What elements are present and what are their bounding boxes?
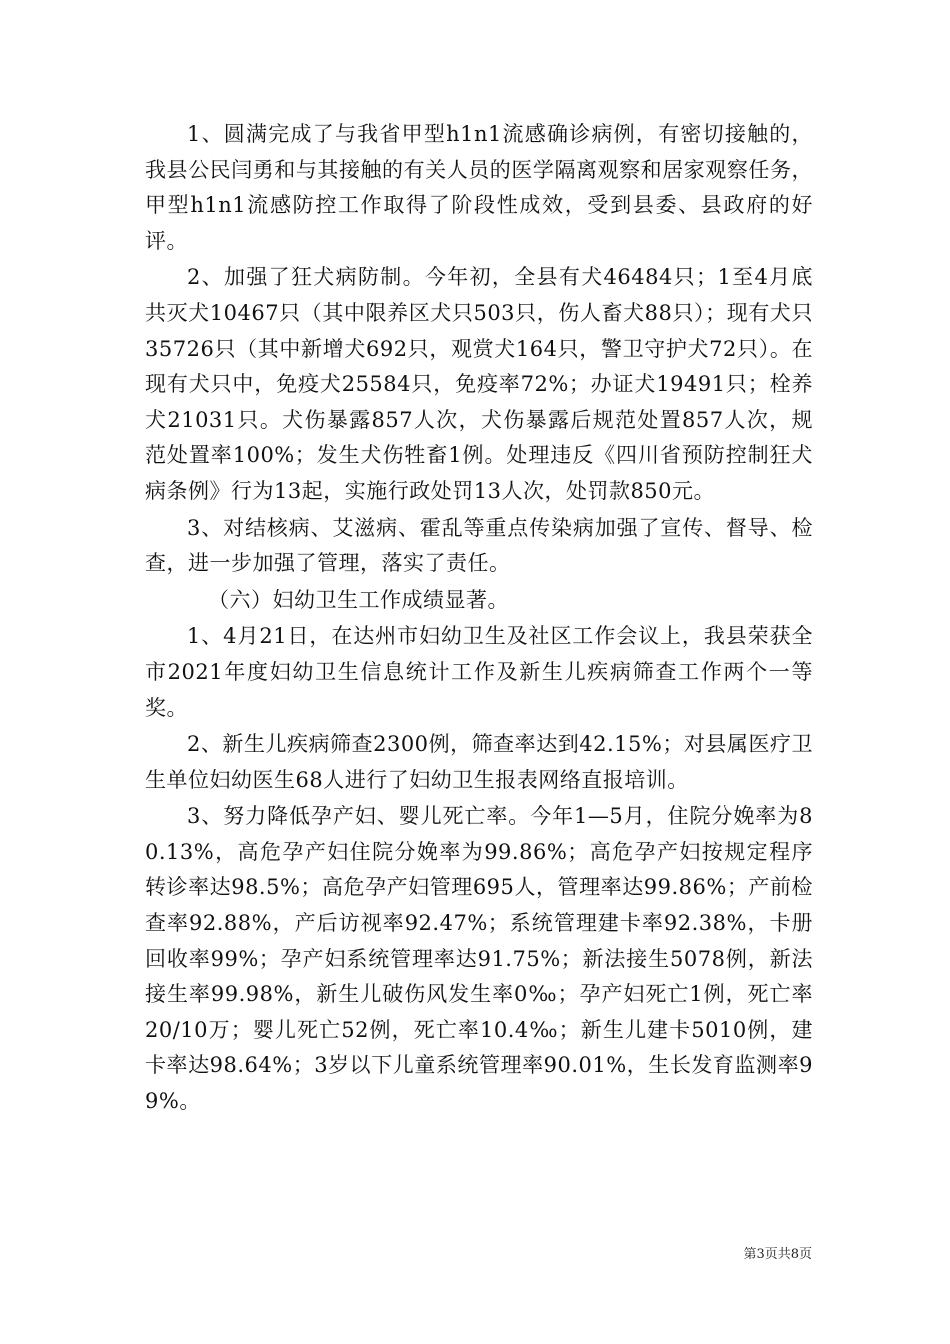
- paragraph-rabies-control: 2、加强了狂犬病防制。今年初，全县有犬46484只；1至4月底共灭犬10467只（其中限养区犬只503只，伤人畜犬88只）；现有犬只35726只（其中新增犬692只，观赏犬164只，警卫守护犬72只）。在现有犬只中，免疫犬25584只，免疫率72%；办证犬19491只；栓养犬21031只。犬伤暴露857人次，犬伤暴露后规范处置857人次，规范处置率100%；发生犬伤牲畜1例。处理违反《四川省预防控制狂犬病条例》行为13起，实施行政处罚13人次，处罚款850元。: [145, 265, 813, 503]
- paragraph-newborn-screening: 2、新生儿疾病筛查2300例，筛查率达到42.15%；对县属医疗卫生单位妇幼医生68人进行了妇幼卫生报表网络直报培训。: [145, 732, 813, 792]
- document-body: [145, 117, 813, 1121]
- section-heading-maternal-child: （六）妇幼卫生工作成绩显著。: [208, 587, 509, 612]
- paragraph-key-diseases: 3、对结核病、艾滋病、霍乱等重点传染病加强了宣传、督导、检查，进一步加强了管理，落实了责任。: [145, 515, 813, 576]
- page-number: 第3页共8页: [743, 1247, 812, 1262]
- paragraph-mortality-reduction: 3、努力降低孕产妇、婴儿死亡率。今年1—5月，住院分娩率为80.13%，高危孕产妇住院分娩率为99.86%；高危孕产妇按规定程序转诊率达98.5%；高危孕产妇管理695人，管理率达99.86%；产前检查率92.88%，产后访视率92.47%；系统管理建卡率92.38%，卡册回收率99%；孕产妇系统管理率达91.75%；新法接生5078例，新法接生率99.98%，新生儿破伤风发生率0‰；孕产妇死亡1例，死亡率20/10万；婴儿死亡52例，死亡率10.4‰；新生儿建卡5010例，建卡率达98.64%；3岁以下儿童系统管理率90.01%，生长发育监测率99%。: [145, 804, 813, 1114]
- paragraph-h1n1-control: 1、圆满完成了与我省甲型h1n1流感确诊病例，有密切接触的，我县公民闫勇和与其接触的有关人员的医学隔离观察和居家观察任务，甲型h1n1流感防控工作取得了阶段性成效，受到县委、县政府的好评。: [145, 122, 813, 253]
- paragraph-award: 1、4月21日，在达州市妇幼卫生及社区工作会议上，我县荣获全市2021年度妇幼卫生信息统计工作及新生儿疾病筛查工作两个一等奖。: [145, 624, 813, 720]
